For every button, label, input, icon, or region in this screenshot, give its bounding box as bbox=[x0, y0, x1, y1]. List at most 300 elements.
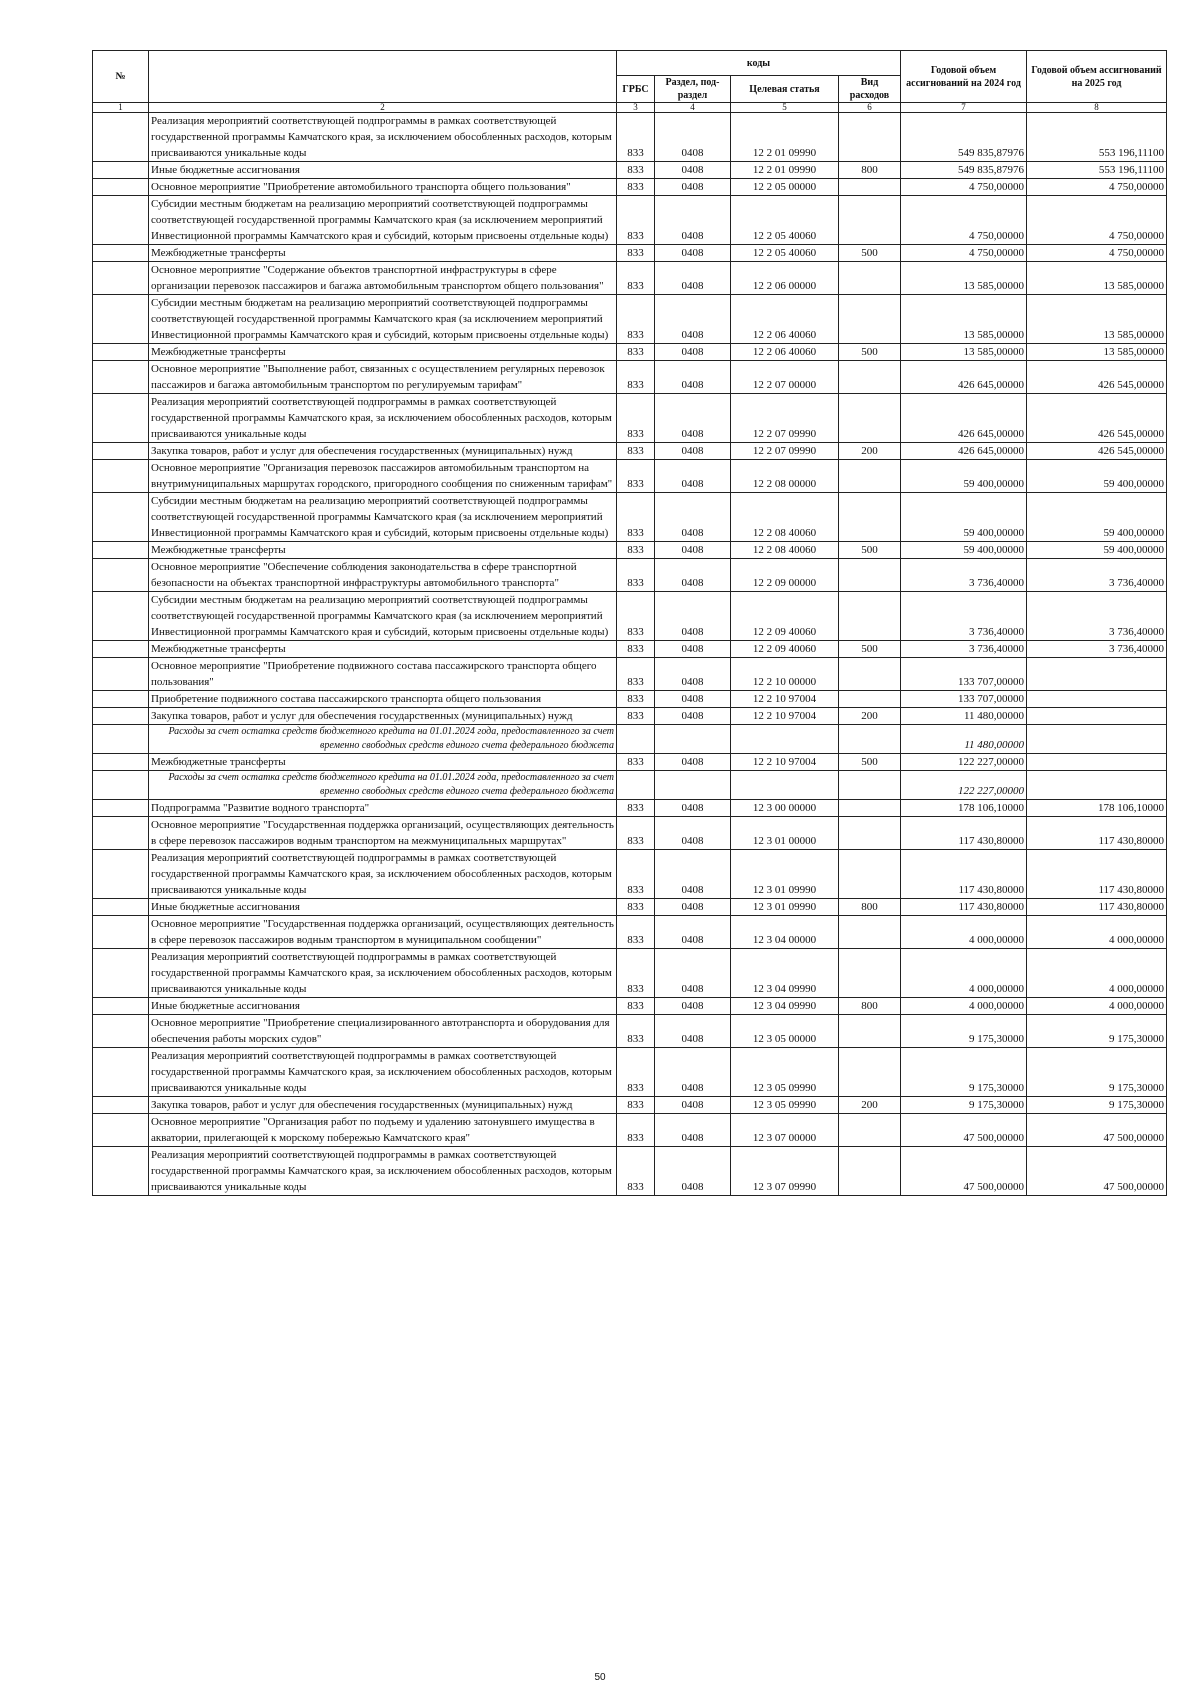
grbs-cell: 833 bbox=[617, 1015, 655, 1048]
row-number-cell bbox=[93, 641, 149, 658]
row-number-cell bbox=[93, 691, 149, 708]
volume-2024-cell: 549 835,87976 bbox=[901, 113, 1027, 162]
volume-2024-cell: 4 000,00000 bbox=[901, 998, 1027, 1015]
target-article-cell: 12 2 06 00000 bbox=[731, 262, 839, 295]
grbs-cell: 833 bbox=[617, 850, 655, 899]
section-cell: 0408 bbox=[655, 1097, 731, 1114]
header-number: № bbox=[93, 51, 149, 103]
table-row bbox=[93, 754, 1167, 771]
grbs-cell: 833 bbox=[617, 262, 655, 295]
section-cell bbox=[655, 725, 731, 754]
expense-type-cell bbox=[839, 295, 901, 344]
row-number-cell bbox=[93, 916, 149, 949]
row-number-cell bbox=[93, 262, 149, 295]
target-article-cell: 12 2 01 09990 bbox=[731, 162, 839, 179]
table-row bbox=[93, 1048, 1167, 1097]
row-number-cell bbox=[93, 1048, 149, 1097]
section-cell: 0408 bbox=[655, 443, 731, 460]
row-number-cell bbox=[93, 493, 149, 542]
row-name-cell: Основное мероприятие "Обеспечение соблюдения законодательства в сфере транспортной безопасности на объектах транспортной инфраструктуры автомобильного транспорта" bbox=[149, 559, 617, 592]
target-article-cell bbox=[731, 771, 839, 800]
volume-2025-cell: 4 000,00000 bbox=[1027, 949, 1167, 998]
expense-type-cell: 800 bbox=[839, 162, 901, 179]
grbs-cell: 833 bbox=[617, 817, 655, 850]
table-body bbox=[93, 113, 1167, 1196]
target-article-cell: 12 2 06 40060 bbox=[731, 295, 839, 344]
row-name-cell: Основное мероприятие "Организация работ по подъему и удалению затонувшего имущества в акватории, прилегающей к морскому побережью Камчатского края" bbox=[149, 1114, 617, 1147]
target-article-cell: 12 3 04 09990 bbox=[731, 998, 839, 1015]
volume-2025-cell: 9 175,30000 bbox=[1027, 1097, 1167, 1114]
expense-type-cell: 200 bbox=[839, 443, 901, 460]
expense-type-cell bbox=[839, 1048, 901, 1097]
section-cell: 0408 bbox=[655, 1015, 731, 1048]
expense-type-cell: 500 bbox=[839, 754, 901, 771]
table-row bbox=[93, 245, 1167, 262]
table-row bbox=[93, 850, 1167, 899]
target-article-cell: 12 2 10 97004 bbox=[731, 708, 839, 725]
row-name-cell: Основное мероприятие "Государственная поддержка организаций, осуществляющих деятельность в сфере перевозок пассажиров водным транспортом в муниципальном сообщении" bbox=[149, 916, 617, 949]
row-number-cell bbox=[93, 1015, 149, 1048]
volume-2024-cell: 59 400,00000 bbox=[901, 542, 1027, 559]
target-article-cell: 12 2 07 09990 bbox=[731, 443, 839, 460]
section-cell: 0408 bbox=[655, 460, 731, 493]
row-name-cell: Реализация мероприятий соответствующей подпрограммы в рамках соответствующей государственной программы Камчатского края, за исключением обособленных расходов, которым присваиваются уникальные коды bbox=[149, 850, 617, 899]
row-name-cell: Основное мероприятие "Организация перевозок пассажиров автомобильным транспортом на внутримуниципальных маршрутах городского, пригородного сообщения по сниженным тарифам" bbox=[149, 460, 617, 493]
section-cell: 0408 bbox=[655, 817, 731, 850]
row-name-cell: Основное мероприятие "Приобретение автомобильного транспорта общего пользования" bbox=[149, 179, 617, 196]
volume-2024-cell: 122 227,00000 bbox=[901, 771, 1027, 800]
section-cell: 0408 bbox=[655, 162, 731, 179]
table-row bbox=[93, 542, 1167, 559]
volume-2024-cell: 4 000,00000 bbox=[901, 916, 1027, 949]
volume-2024-cell: 3 736,40000 bbox=[901, 641, 1027, 658]
header-volume-2024: Годовой объем ассигнований на 2024 год bbox=[901, 51, 1027, 103]
volume-2025-cell: 3 736,40000 bbox=[1027, 559, 1167, 592]
table-row bbox=[93, 162, 1167, 179]
volume-2024-cell: 9 175,30000 bbox=[901, 1097, 1027, 1114]
grbs-cell: 833 bbox=[617, 691, 655, 708]
table-row bbox=[93, 899, 1167, 916]
target-article-cell: 12 3 05 09990 bbox=[731, 1048, 839, 1097]
volume-2025-cell: 553 196,11100 bbox=[1027, 113, 1167, 162]
expense-type-cell bbox=[839, 592, 901, 641]
page-number: 50 bbox=[594, 1672, 606, 1683]
expense-type-cell bbox=[839, 460, 901, 493]
row-name-cell: Межбюджетные трансферты bbox=[149, 245, 617, 262]
row-number-cell bbox=[93, 850, 149, 899]
column-number: 5 bbox=[731, 103, 839, 113]
volume-2025-cell: 59 400,00000 bbox=[1027, 460, 1167, 493]
table-row bbox=[93, 1097, 1167, 1114]
row-number-cell bbox=[93, 899, 149, 916]
target-article-cell: 12 2 10 00000 bbox=[731, 658, 839, 691]
grbs-cell: 833 bbox=[617, 949, 655, 998]
target-article-cell: 12 3 01 09990 bbox=[731, 899, 839, 916]
row-number-cell bbox=[93, 245, 149, 262]
header-volume-2025: Годовой объем ассигнований на 2025 год bbox=[1027, 51, 1167, 103]
row-name-cell: Основное мероприятие "Содержание объектов транспортной инфраструктуры в сфере организации перевозок пассажиров и багажа автомобильным транспортом общего пользования" bbox=[149, 262, 617, 295]
volume-2025-cell: 3 736,40000 bbox=[1027, 641, 1167, 658]
row-number-cell bbox=[93, 559, 149, 592]
section-cell: 0408 bbox=[655, 542, 731, 559]
target-article-cell: 12 2 09 40060 bbox=[731, 641, 839, 658]
row-name-cell: Межбюджетные трансферты bbox=[149, 542, 617, 559]
volume-2025-cell: 9 175,30000 bbox=[1027, 1015, 1167, 1048]
volume-2024-cell: 3 736,40000 bbox=[901, 559, 1027, 592]
expense-type-cell bbox=[839, 949, 901, 998]
table-row bbox=[93, 179, 1167, 196]
expense-type-cell: 800 bbox=[839, 899, 901, 916]
section-cell: 0408 bbox=[655, 850, 731, 899]
column-number: 4 bbox=[655, 103, 731, 113]
expense-type-cell bbox=[839, 262, 901, 295]
column-number: 6 bbox=[839, 103, 901, 113]
volume-2024-cell: 133 707,00000 bbox=[901, 691, 1027, 708]
row-name-cell: Основное мероприятие "Государственная поддержка организаций, осуществляющих деятельность в сфере перевозок пассажиров водным транспортом на межмуниципальных маршрутах" bbox=[149, 817, 617, 850]
grbs-cell: 833 bbox=[617, 1114, 655, 1147]
table-row bbox=[93, 394, 1167, 443]
row-name-cell: Закупка товаров, работ и услуг для обеспечения государственных (муниципальных) нужд bbox=[149, 708, 617, 725]
volume-2025-cell bbox=[1027, 771, 1167, 800]
row-name-cell: Реализация мероприятий соответствующей подпрограммы в рамках соответствующей государственной программы Камчатского края, за исключением обособленных расходов, которым присваиваются уникальные коды bbox=[149, 394, 617, 443]
column-number: 1 bbox=[93, 103, 149, 113]
volume-2024-cell: 178 106,10000 bbox=[901, 800, 1027, 817]
table-row bbox=[93, 592, 1167, 641]
volume-2024-cell: 13 585,00000 bbox=[901, 295, 1027, 344]
target-article-cell: 12 2 07 09990 bbox=[731, 394, 839, 443]
volume-2025-cell: 13 585,00000 bbox=[1027, 295, 1167, 344]
header-grbs: ГРБС bbox=[617, 76, 655, 103]
table-row bbox=[93, 708, 1167, 725]
row-name-cell: Реализация мероприятий соответствующей подпрограммы в рамках соответствующей государственной программы Камчатского края, за исключением обособленных расходов, которым присваиваются уникальные коды bbox=[149, 949, 617, 998]
expense-type-cell bbox=[839, 916, 901, 949]
table-row bbox=[93, 1147, 1167, 1196]
grbs-cell: 833 bbox=[617, 245, 655, 262]
volume-2024-cell: 117 430,80000 bbox=[901, 850, 1027, 899]
header-target: Целевая статья bbox=[731, 76, 839, 103]
row-name-cell: Субсидии местным бюджетам на реализацию мероприятий соответствующей подпрограммы соответствующей государственной программы Камчатского края (за исключением мероприятий Инвестиционной программы Камчатского края и субсидий, которым присвоены отдельные коды) bbox=[149, 295, 617, 344]
expense-type-cell bbox=[839, 361, 901, 394]
row-number-cell bbox=[93, 949, 149, 998]
target-article-cell: 12 2 08 00000 bbox=[731, 460, 839, 493]
section-cell: 0408 bbox=[655, 245, 731, 262]
target-article-cell: 12 3 04 09990 bbox=[731, 949, 839, 998]
expense-type-cell: 500 bbox=[839, 344, 901, 361]
row-name-cell: Иные бюджетные ассигнования bbox=[149, 899, 617, 916]
row-number-cell bbox=[93, 658, 149, 691]
row-number-cell bbox=[93, 179, 149, 196]
target-article-cell: 12 2 01 09990 bbox=[731, 113, 839, 162]
grbs-cell: 833 bbox=[617, 493, 655, 542]
volume-2024-cell: 4 750,00000 bbox=[901, 179, 1027, 196]
row-number-cell bbox=[93, 592, 149, 641]
table-row bbox=[93, 262, 1167, 295]
section-cell: 0408 bbox=[655, 916, 731, 949]
volume-2024-cell: 59 400,00000 bbox=[901, 493, 1027, 542]
section-cell: 0408 bbox=[655, 394, 731, 443]
header-expense-type: Вид расходов bbox=[839, 76, 901, 103]
table-row bbox=[93, 691, 1167, 708]
expense-type-cell bbox=[839, 179, 901, 196]
row-name-cell: Основное мероприятие "Приобретение подвижного состава пассажирского транспорта общего пользования" bbox=[149, 658, 617, 691]
volume-2025-cell: 13 585,00000 bbox=[1027, 344, 1167, 361]
row-name-cell: Межбюджетные трансферты bbox=[149, 641, 617, 658]
section-cell: 0408 bbox=[655, 899, 731, 916]
section-cell: 0408 bbox=[655, 658, 731, 691]
row-name-cell: Иные бюджетные ассигнования bbox=[149, 998, 617, 1015]
target-article-cell: 12 3 01 00000 bbox=[731, 817, 839, 850]
grbs-cell: 833 bbox=[617, 113, 655, 162]
table-row bbox=[93, 460, 1167, 493]
grbs-cell: 833 bbox=[617, 998, 655, 1015]
section-cell: 0408 bbox=[655, 559, 731, 592]
volume-2024-cell: 9 175,30000 bbox=[901, 1015, 1027, 1048]
volume-2024-cell: 47 500,00000 bbox=[901, 1114, 1027, 1147]
volume-2024-cell: 117 430,80000 bbox=[901, 899, 1027, 916]
volume-2024-cell: 9 175,30000 bbox=[901, 1048, 1027, 1097]
grbs-cell: 833 bbox=[617, 658, 655, 691]
header-name bbox=[149, 51, 617, 103]
volume-2024-cell: 4 750,00000 bbox=[901, 245, 1027, 262]
row-name-cell: Подпрограмма "Развитие водного транспорта" bbox=[149, 800, 617, 817]
note-row bbox=[93, 725, 1167, 754]
section-cell: 0408 bbox=[655, 493, 731, 542]
table-row bbox=[93, 493, 1167, 542]
row-name-cell: Основное мероприятие "Приобретение специализированного автотранспорта и оборудования для обеспечения работы морских судов" bbox=[149, 1015, 617, 1048]
target-article-cell: 12 2 05 00000 bbox=[731, 179, 839, 196]
grbs-cell: 833 bbox=[617, 916, 655, 949]
volume-2024-cell: 4 000,00000 bbox=[901, 949, 1027, 998]
row-number-cell bbox=[93, 113, 149, 162]
row-name-cell: Субсидии местным бюджетам на реализацию мероприятий соответствующей подпрограммы соответствующей государственной программы Камчатского края (за исключением мероприятий Инвестиционной программы Камчатского края и субсидий, которым присвоены отдельные коды) bbox=[149, 493, 617, 542]
volume-2025-cell: 178 106,10000 bbox=[1027, 800, 1167, 817]
row-name-cell: Субсидии местным бюджетам на реализацию мероприятий соответствующей подпрограммы соответствующей государственной программы Камчатского края (за исключением мероприятий Инвестиционной программы Камчатского края и субсидий, которым присвоены отдельные коды) bbox=[149, 196, 617, 245]
row-number-cell bbox=[93, 542, 149, 559]
section-cell: 0408 bbox=[655, 113, 731, 162]
target-article-cell: 12 3 05 00000 bbox=[731, 1015, 839, 1048]
section-cell: 0408 bbox=[655, 800, 731, 817]
volume-2025-cell: 4 750,00000 bbox=[1027, 245, 1167, 262]
row-number-cell bbox=[93, 754, 149, 771]
volume-2024-cell: 133 707,00000 bbox=[901, 658, 1027, 691]
table-row bbox=[93, 817, 1167, 850]
grbs-cell: 833 bbox=[617, 196, 655, 245]
target-article-cell: 12 2 07 00000 bbox=[731, 361, 839, 394]
column-number: 7 bbox=[901, 103, 1027, 113]
volume-2025-cell: 4 750,00000 bbox=[1027, 179, 1167, 196]
volume-2025-cell: 4 000,00000 bbox=[1027, 916, 1167, 949]
expense-type-cell bbox=[839, 113, 901, 162]
expense-type-cell bbox=[839, 196, 901, 245]
volume-2025-cell bbox=[1027, 725, 1167, 754]
row-name-cell: Иные бюджетные ассигнования bbox=[149, 162, 617, 179]
volume-2025-cell: 426 545,00000 bbox=[1027, 394, 1167, 443]
row-name-cell: Закупка товаров, работ и услуг для обеспечения государственных (муниципальных) нужд bbox=[149, 443, 617, 460]
volume-2024-cell: 13 585,00000 bbox=[901, 344, 1027, 361]
volume-2025-cell: 4 750,00000 bbox=[1027, 196, 1167, 245]
expense-type-cell bbox=[839, 800, 901, 817]
volume-2024-cell: 426 645,00000 bbox=[901, 443, 1027, 460]
section-cell: 0408 bbox=[655, 262, 731, 295]
volume-2025-cell: 59 400,00000 bbox=[1027, 493, 1167, 542]
expense-type-cell bbox=[839, 850, 901, 899]
row-number-cell bbox=[93, 1097, 149, 1114]
header-codes: коды bbox=[617, 51, 901, 76]
volume-2025-cell: 9 175,30000 bbox=[1027, 1048, 1167, 1097]
row-number-cell bbox=[93, 162, 149, 179]
grbs-cell: 833 bbox=[617, 394, 655, 443]
volume-2025-cell: 3 736,40000 bbox=[1027, 592, 1167, 641]
row-name-cell: Субсидии местным бюджетам на реализацию мероприятий соответствующей подпрограммы соответствующей государственной программы Камчатского края (за исключением мероприятий Инвестиционной программы Камчатского края и субсидий, которым присвоены отдельные коды) bbox=[149, 592, 617, 641]
section-cell: 0408 bbox=[655, 361, 731, 394]
row-number-cell bbox=[93, 443, 149, 460]
table-row bbox=[93, 916, 1167, 949]
section-cell: 0408 bbox=[655, 1114, 731, 1147]
grbs-cell bbox=[617, 725, 655, 754]
target-article-cell: 12 3 05 09990 bbox=[731, 1097, 839, 1114]
target-article-cell: 12 2 05 40060 bbox=[731, 196, 839, 245]
target-article-cell: 12 3 07 09990 bbox=[731, 1147, 839, 1196]
row-number-cell bbox=[93, 460, 149, 493]
grbs-cell: 833 bbox=[617, 344, 655, 361]
expense-type-cell bbox=[839, 771, 901, 800]
section-cell: 0408 bbox=[655, 641, 731, 658]
grbs-cell: 833 bbox=[617, 162, 655, 179]
row-name-cell: Основное мероприятие "Выполнение работ, связанных с осуществлением регулярных перевозок пассажиров и багажа автомобильным транспортом по регулируемым тарифам" bbox=[149, 361, 617, 394]
volume-2024-cell: 3 736,40000 bbox=[901, 592, 1027, 641]
grbs-cell: 833 bbox=[617, 361, 655, 394]
target-article-cell: 12 2 10 97004 bbox=[731, 754, 839, 771]
table-row bbox=[93, 344, 1167, 361]
table-row bbox=[93, 1114, 1167, 1147]
grbs-cell: 833 bbox=[617, 899, 655, 916]
grbs-cell: 833 bbox=[617, 1048, 655, 1097]
section-cell: 0408 bbox=[655, 344, 731, 361]
section-cell: 0408 bbox=[655, 196, 731, 245]
row-name-cell: Реализация мероприятий соответствующей подпрограммы в рамках соответствующей государственной программы Камчатского края, за исключением обособленных расходов, которым присваиваются уникальные коды bbox=[149, 113, 617, 162]
target-article-cell: 12 3 01 09990 bbox=[731, 850, 839, 899]
volume-2025-cell bbox=[1027, 708, 1167, 725]
table-row bbox=[93, 113, 1167, 162]
table-row bbox=[93, 361, 1167, 394]
expense-type-cell bbox=[839, 725, 901, 754]
volume-2025-cell: 117 430,80000 bbox=[1027, 850, 1167, 899]
row-number-cell bbox=[93, 998, 149, 1015]
grbs-cell: 833 bbox=[617, 754, 655, 771]
row-name-cell: Закупка товаров, работ и услуг для обеспечения государственных (муниципальных) нужд bbox=[149, 1097, 617, 1114]
row-number-cell bbox=[93, 394, 149, 443]
row-name-cell: Реализация мероприятий соответствующей подпрограммы в рамках соответствующей государственной программы Камчатского края, за исключением обособленных расходов, которым присваиваются уникальные коды bbox=[149, 1147, 617, 1196]
expense-type-cell: 200 bbox=[839, 708, 901, 725]
target-article-cell bbox=[731, 725, 839, 754]
section-cell: 0408 bbox=[655, 592, 731, 641]
row-number-cell bbox=[93, 344, 149, 361]
grbs-cell: 833 bbox=[617, 592, 655, 641]
volume-2024-cell: 47 500,00000 bbox=[901, 1147, 1027, 1196]
expense-type-cell: 200 bbox=[839, 1097, 901, 1114]
row-name-cell: Реализация мероприятий соответствующей подпрограммы в рамках соответствующей государственной программы Камчатского края, за исключением обособленных расходов, которым присваиваются уникальные коды bbox=[149, 1048, 617, 1097]
volume-2024-cell: 11 480,00000 bbox=[901, 725, 1027, 754]
target-article-cell: 12 3 07 00000 bbox=[731, 1114, 839, 1147]
section-cell: 0408 bbox=[655, 949, 731, 998]
row-number-cell bbox=[93, 361, 149, 394]
expense-type-cell bbox=[839, 1147, 901, 1196]
section-cell: 0408 bbox=[655, 295, 731, 344]
target-article-cell: 12 2 05 40060 bbox=[731, 245, 839, 262]
expense-type-cell bbox=[839, 1114, 901, 1147]
table-row bbox=[93, 1015, 1167, 1048]
volume-2025-cell: 4 000,00000 bbox=[1027, 998, 1167, 1015]
table-row bbox=[93, 443, 1167, 460]
note-row bbox=[93, 771, 1167, 800]
target-article-cell: 12 3 00 00000 bbox=[731, 800, 839, 817]
expense-type-cell: 500 bbox=[839, 542, 901, 559]
table-row bbox=[93, 800, 1167, 817]
section-cell: 0408 bbox=[655, 179, 731, 196]
column-number: 2 bbox=[149, 103, 617, 113]
target-article-cell: 12 2 10 97004 bbox=[731, 691, 839, 708]
volume-2025-cell bbox=[1027, 691, 1167, 708]
column-number: 3 bbox=[617, 103, 655, 113]
target-article-cell: 12 3 04 00000 bbox=[731, 916, 839, 949]
volume-2024-cell: 13 585,00000 bbox=[901, 262, 1027, 295]
volume-2025-cell: 426 545,00000 bbox=[1027, 361, 1167, 394]
grbs-cell: 833 bbox=[617, 1097, 655, 1114]
expense-type-cell bbox=[839, 1015, 901, 1048]
volume-2025-cell bbox=[1027, 658, 1167, 691]
budget-table bbox=[92, 50, 1167, 1196]
row-number-cell bbox=[93, 800, 149, 817]
row-number-cell bbox=[93, 1147, 149, 1196]
expense-type-cell bbox=[839, 559, 901, 592]
volume-2025-cell: 426 545,00000 bbox=[1027, 443, 1167, 460]
grbs-cell: 833 bbox=[617, 542, 655, 559]
volume-2025-cell: 59 400,00000 bbox=[1027, 542, 1167, 559]
row-number-cell bbox=[93, 771, 149, 800]
row-name-cell: Межбюджетные трансферты bbox=[149, 344, 617, 361]
grbs-cell: 833 bbox=[617, 708, 655, 725]
grbs-cell: 833 bbox=[617, 559, 655, 592]
expense-type-cell bbox=[839, 394, 901, 443]
volume-2025-cell: 117 430,80000 bbox=[1027, 817, 1167, 850]
grbs-cell bbox=[617, 771, 655, 800]
row-number-cell bbox=[93, 708, 149, 725]
volume-2025-cell: 47 500,00000 bbox=[1027, 1147, 1167, 1196]
row-number-cell bbox=[93, 295, 149, 344]
volume-2024-cell: 549 835,87976 bbox=[901, 162, 1027, 179]
note-text-cell: Расходы за счет остатка средств бюджетного кредита на 01.01.2024 года, предоставленного за счет временно свободных средств единого счета федерального бюджета bbox=[149, 725, 617, 754]
target-article-cell: 12 2 09 00000 bbox=[731, 559, 839, 592]
grbs-cell: 833 bbox=[617, 179, 655, 196]
volume-2025-cell: 553 196,11100 bbox=[1027, 162, 1167, 179]
table-row bbox=[93, 998, 1167, 1015]
expense-type-cell bbox=[839, 658, 901, 691]
volume-2024-cell: 59 400,00000 bbox=[901, 460, 1027, 493]
section-cell bbox=[655, 771, 731, 800]
target-article-cell: 12 2 08 40060 bbox=[731, 493, 839, 542]
row-number-cell bbox=[93, 817, 149, 850]
expense-type-cell bbox=[839, 817, 901, 850]
column-number: 8 bbox=[1027, 103, 1167, 113]
volume-2024-cell: 122 227,00000 bbox=[901, 754, 1027, 771]
expense-type-cell: 800 bbox=[839, 998, 901, 1015]
section-cell: 0408 bbox=[655, 754, 731, 771]
table-row bbox=[93, 949, 1167, 998]
grbs-cell: 833 bbox=[617, 1147, 655, 1196]
note-text-cell: Расходы за счет остатка средств бюджетного кредита на 01.01.2024 года, предоставленного за счет временно свободных средств единого счета федерального бюджета bbox=[149, 771, 617, 800]
section-cell: 0408 bbox=[655, 708, 731, 725]
volume-2025-cell: 117 430,80000 bbox=[1027, 899, 1167, 916]
